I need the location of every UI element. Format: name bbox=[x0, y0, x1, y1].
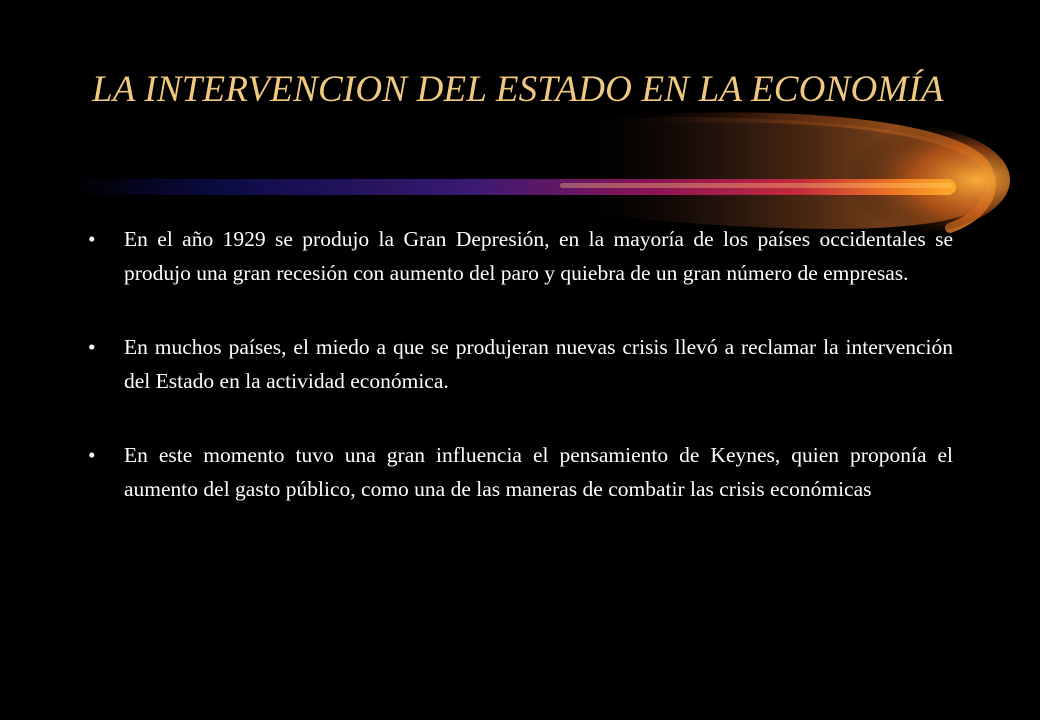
bullet-marker: • bbox=[88, 335, 96, 359]
bullet-marker: • bbox=[88, 443, 96, 467]
comet-tail-highlight bbox=[560, 183, 952, 188]
bullet-text: En muchos países, el miedo a que se produjeran nuevas crisis llevó a reclamar la intervención del Estado en la actividad económica. bbox=[124, 335, 953, 393]
list-item bbox=[88, 222, 953, 290]
bullet-text: En el año 1929 se produjo la Gran Depresión, en la mayoría de los países occidentales se produjo una gran recesión con aumento del paro y quiebra de un gran número de empresas. bbox=[124, 227, 953, 285]
list-item bbox=[88, 330, 953, 398]
list-item bbox=[88, 438, 953, 506]
slide-title: LA INTERVENCION DEL ESTADO EN LA ECONOMÍA bbox=[92, 69, 944, 110]
bullet-list bbox=[88, 222, 953, 546]
bullet-marker: • bbox=[88, 227, 96, 251]
bullet-text: En este momento tuvo una gran influencia el pensamiento de Keynes, quien proponía el aumento del gasto público, como una de las maneras de combatir las crisis económicas bbox=[124, 443, 953, 501]
